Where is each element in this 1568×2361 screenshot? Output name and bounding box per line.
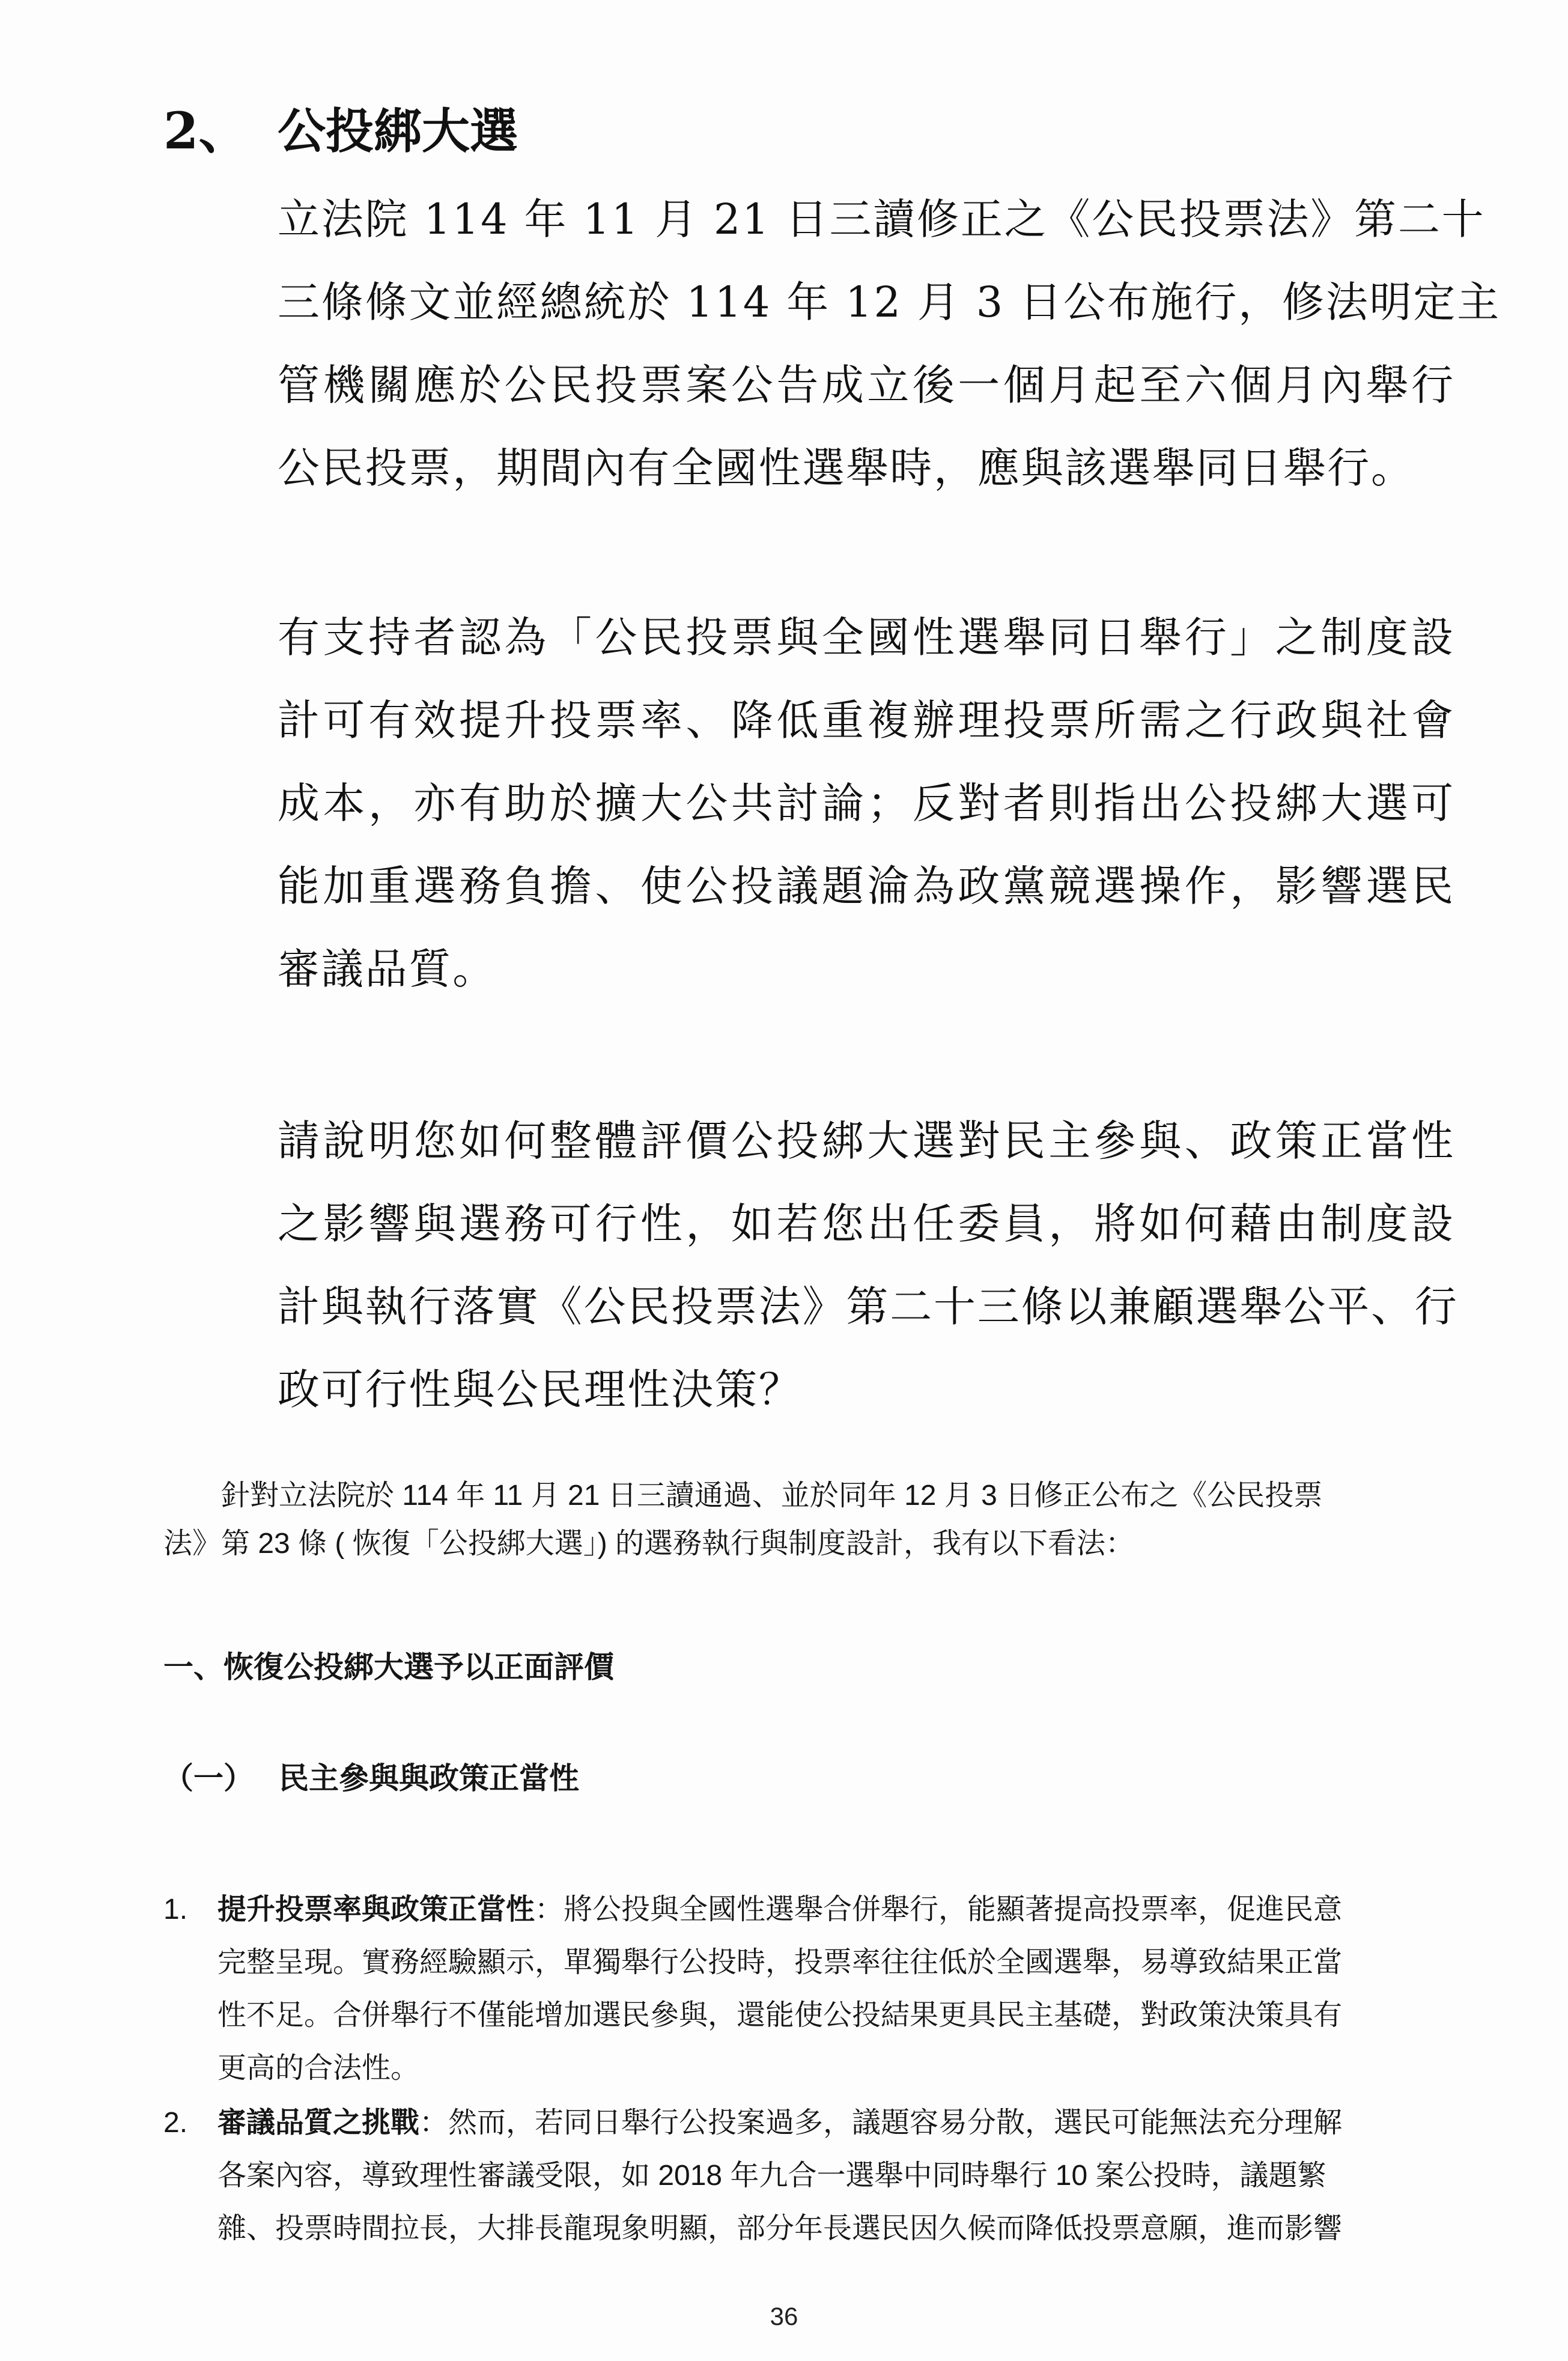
answer-heading-2-number: （一） <box>163 1761 254 1795</box>
list-item <box>163 1883 1455 2095</box>
question-line: 三條條文並經總統於 114 年 12 月 3 日公布施行，修法明定主 <box>278 278 1501 327</box>
question-line: 計與執行落實《公民投票法》第二十三條以兼顧選舉公平、行 <box>278 1282 1459 1331</box>
list-item-text: ：然而，若同日舉行公投案過多，議題容易分散，選民可能無法充分理解 <box>419 2107 1343 2139</box>
answer-heading-2-text: 民主參與與政策正當性 <box>279 1761 579 1795</box>
question-line: 能加重選務負擔、使公投議題淪為政黨競選操作，影響選民 <box>278 861 1455 911</box>
list-item-text: ：將公投與全國性選舉合併舉行，能顯著提高投票率，促進民意 <box>535 1894 1343 1925</box>
question-line: 立法院 114 年 11 月 21 日三讀修正之《公民投票法》第二十 <box>278 195 1486 244</box>
answer-intro-line: 法》第 23 條 ( 恢復「公投綁大選」) 的選務執行與制度設計，我有以下看法： <box>163 1528 1135 1560</box>
question-line: 成本，亦有助於擴大公共討論；反對者則指出公投綁大選可 <box>278 779 1455 828</box>
list-item-text: 性不足。合併舉行不僅能增加選民參與，還能使公投結果更具民主基礎，對政策決策具有 <box>217 1999 1343 2031</box>
answer-heading-1: 一、恢復公投綁大選予以正面評價 <box>163 1650 614 1684</box>
list-item-lead: 審議品質之挑戰 <box>217 2107 420 2139</box>
answer-heading-2 <box>163 1754 579 1802</box>
list-item <box>163 2097 1455 2255</box>
list-item-number: 1. <box>163 1894 188 1925</box>
question-line: 政可行性與公民理性決策？ <box>278 1365 803 1414</box>
page-number: 36 <box>770 2302 798 2330</box>
question-paragraph-3 <box>278 1099 1459 1431</box>
answer-intro-line: 針對立法院於 114 年 11 月 21 日三讀通過、並於同年 12 月 3 日修正公布之《公民投票 <box>221 1480 1323 1512</box>
list-item-text: 雜、投票時間拉長，大排長龍現象明顯，部分年長選民因久候而降低投票意願，進而影響 <box>217 2213 1343 2244</box>
list-item-number: 2. <box>163 2107 188 2139</box>
answer-intro <box>163 1472 1455 1568</box>
list-item-text: 更高的合法性。 <box>217 2052 420 2084</box>
question-line: 管機關應於公民投票案公告成立後一個月起至六個月內舉行 <box>278 360 1455 410</box>
question-line: 計可有效提升投票率、降低重複辦理投票所需之行政與社會 <box>278 696 1455 745</box>
question-line: 審議品質。 <box>278 944 496 994</box>
question-line: 公民投票，期間內有全國性選舉時，應與該選舉同日舉行。 <box>278 443 1415 493</box>
question-line: 請說明您如何整體評價公投綁大選對民主參與、政策正當性 <box>278 1116 1455 1165</box>
question-line: 有支持者認為「公民投票與全國性選舉同日舉行」之制度設 <box>278 613 1455 662</box>
list-item-lead: 提升投票率與政策正當性 <box>217 1894 535 1925</box>
list-item-text: 完整呈現。實務經驗顯示，單獨舉行公投時，投票率往往低於全國選舉，易導致結果正當 <box>217 1946 1343 1978</box>
section-number: 2、 <box>163 101 249 160</box>
question-paragraph-2 <box>278 596 1455 1010</box>
section-title: 公投綁大選 <box>278 103 518 159</box>
question-paragraph-1 <box>278 178 1501 509</box>
list-item-text: 各案內容，導致理性審議受限，如 2018 年九合一選舉中同時舉行 10 案公投時，議題繁 <box>217 2160 1326 2192</box>
question-line: 之影響與選務可行性，如若您出任委員，將如何藉由制度設 <box>278 1199 1455 1248</box>
